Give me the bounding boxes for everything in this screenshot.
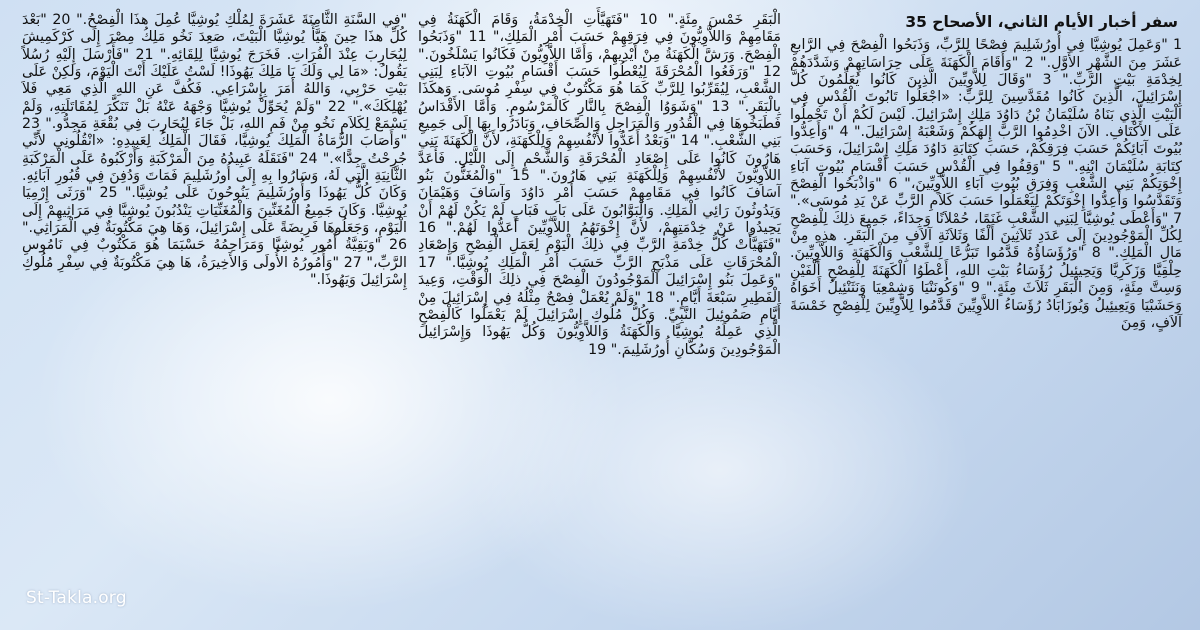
chapter-text-right: 1 "وَعَمِلَ يُوشِيَّا فِي أُورُشَلِيمَ فِصْحًا لِلرَّبِّ، وَذَبَحُوا الْفِصْحَ فِي الرَّابعِ عَشَرَ مِنَ الشَّهْرِ الأَوَّلِ." 2 "وَأَقَامَ الْكَهَنَةَ عَلَى حِرَاسَاتِهِمْ وَشَدَّدَهُمْ لِخِدْمَةِ بَيْتِ الرَّبِّ." 3 "وَقَالَ لِلاَّوِيِّينَ الَّذِينَ كَانُوا يُعَلِّمُونَ كُلَّ إِسْرَائِيلَ، الَّذِينَ كَانُوا مُقَدَّسِينَ لِلرَّبِّ: «اجْعَلُوا تَابُوتَ الْقُدْسِ فِي الْبَيْتِ الَّذِي بَنَاهُ سُلَيْمَانُ بْنُ دَاوُدَ مَلِكِ إِسْرَائِيلَ. لَيْسَ لَكُمْ أَنْ تَحْمِلُوا عَلَى الأَكْتَافِ. الآنَ اخْدِمُوا الرَّبَّ إِلهَكُمْ وَشَعْبَهُ إِسْرَائِيلَ." 4 "وَأَعِدُّوا بُيُوتَ آبَائِكُمْ حَسَبَ فِرَقِكُمْ، حَسَبَ كِتَابَةِ دَاوُدَ مَلِكِ إِسْرَائِيلَ، وَحَسَبَ كِتَابَةِ سُلَيْمَانَ ابْنِهِ." 5 "وَقِفُوا فِي الْقُدْسِ حَسَبَ أَقْسَامِ بُيُوتِ آبَاءِ إِخْوَتِكُمْ بَنِي الشَّعْبِ وَفِرَقِ بُيُوتِ آبَاءِ اللاَّوِيِّينَ،" 6 "وَاذْبَحُوا الْفِصْحَ وَتَقَدَّسُوا وَأَعِدُّوا إِخْوَتَكُمْ لِيَعْمَلُوا حَسَبَ كَلاَمِ الرَّبِّ عَنْ يَدِ مُوسَى»." 7 "وَأَعْطَى يُوشِيَّا لِبَنِي الشَّعْبِ غَنَمًا، حُمْلاَنًا وَجِدَاءً، جَمِيعَ ذلِكَ لِلْفِصْحِ لِكُلِّ الْمَوْجُودِينَ إِلَى عَدَدِ ثَلاَثِينَ أَلْفًا وَثَلاَثَةِ آلاَفٍ مِنَ الْبَقَرِ. هذِهِ مِنْ مَالِ الْمَلِكِ." 8 "وَرُؤَسَاؤُهُ قَدَّمُوا تَبَرُّعًا لِلشَّعْبِ وَالْكَهَنَةِ وَاللاَّوِيِّينَ. حِلْقِيَّا وَزَكَرِيَّا وَيَحِيئِيلُ رُؤَسَاءُ بَيْتِ اللهِ، أَعْطَوُا الْكَهَنَةَ لِلْفِصْحِ أَلْفَيْنِ وَسِتَّ مِئَةٍ، وَمِنَ الْبَقَرِ ثَلاَثَ مِئَةٍ." 9 "وَكُونَنْيَا وَشِمْعِيَا وَنَثَنْئِيلُ أَخَوَاهُ وَحَشَبْيَا وَيَعِيئِيلُ وَيُوزَابَادُ رُؤَسَاءُ اللاَّوِيِّينَ قَدَّمُوا لِلاَّوِيِّينَ لِلْفِصْحِ خَمْسَةَ آلاَفٍ، وَمِنَ [790,37,1183,331]
page-title: سفر أخبار الأيام الثاني، الأصحاح 35 [905,13,1178,31]
chapter-text-left: "فِي السَّنَةِ الثَّامِنَةَ عَشَرَةَ لِمُلْكِ يُوشِيَّا عُمِلَ هذَا الْفِصْحُ." 20 "بَعْدَ كُلِّ هذَا حِينَ هَيَّأَ يُوشِيَّا الْبَيْتَ، صَعِدَ نَخُو مَلِكُ مِصْرَ إِلَى كَرْكَمِيشَ لِيُحَارِبَ عِنْدَ الْفُرَاتِ. فَخَرَجَ يُوشِيَّا لِلِقَائِهِ." 21 "فَأَرْسَلَ إِلَيْهِ رُسُلاً يَقُولُ: «مَا لِي وَلَكَ يَا مَلِكَ يَهُوذَا! لَسْتُ عَلَيْكَ أَنْتَ الْيَوْمَ، وَلكِنْ عَلَى بَيْتِ حَرْبِي، وَاللهُ أَمَرَ بِإِسْرَاعِي. فَكُفَّ عَنِ اللهِ الَّذِي مَعِي فَلاَ يُهْلِكَكَ»." 22 "وَلَمْ يُحَوِّلْ يُوشِيَّا وَجْهَهُ عَنْهُ بَلْ تَنَكَّرَ لِمُقَاتَلَتِهِ، وَلَمْ يَسْمَعْ لِكَلاَمِ نَخُو مِنْ فَمِ اللهِ، بَلْ جَاءَ لِيُحَارِبَ فِي بُقْعَةِ مَجِدُّو." 23 "وَأَصَابَ الرُّمَاةُ الْمَلِكَ يُوشِيَّا، فَقَالَ الْمَلِكُ لِعَبِيدِهِ: «انْقُلُونِي لأَنِّي جُرِحْتُ جِدًّا»." 24 "فَنَقَلَهُ عَبِيدُهُ مِنَ الْمَرْكَبَةِ وَأَرْكَبُوهُ عَلَى الْمَرْكَبَةِ الثَّانِيَةِ الَّتِي لَهُ، وَسَارُوا بِهِ إِلَى أُورُشَلِيمَ فَمَاتَ وَدُفِنَ فِي قُبُورِ آبَائِهِ. وَكَانَ كُلُّ يَهُوذَا وَأُورُشَلِيمَ يَنُوحُونَ عَلَى يُوشِيَّا." 25 "وَرَثَى إِرْمِيَا يُوشِيَّا. وَكَانَ جَمِيعُ الْمُغَنِّينَ وَالْمُغَنِّيَاتِ يَنْدُبُونَ يُوشِيَّا فِي مَرَاثِيهِمْ إِلَى الْيَوْمِ، وَجَعَلُوهَا فَرِيضَةً عَلَى إِسْرَائِيلَ، وَهَا هِيَ مَكْتُوبَةٌ فِي الْمَرَاثِي." 26 "وَبَقِيَّةُ أُمُورِ يُوشِيَّا وَمَرَاحِمُهُ حَسْبَمَا هُوَ مَكْتُوبٌ فِي نَامُوسِ الرَّبِّ،" 27 "وَأُمُورُهُ الأُولَى وَالأَخِيرَةُ، هَا هِيَ مَكْتُوبَةٌ فِي سِفْرِ مُلُوكِ إِسْرَائِيلَ وَيَهُوذَا." [22,12,408,289]
site-watermark: St-Takla.org [26,588,127,608]
chapter-text-middle: الْبَقَرِ خَمْسَ مِئَةٍ." 10 "فَتَهَيَّأَتِ الْخِدْمَةُ، وَقَامَ الْكَهَنَةُ فِي مَقَامِهِمْ وَاللاَّوِيُّونَ فِي فِرَقِهِمْ حَسَبَ أَمْرِ الْمَلِكِ،" 11 "وَذَبَحُوا الْفِصْحَ. وَرَشَّ الْكَهَنَةُ مِنْ أَيْدِيهِمْ، وَأَمَّا اللاَّوِيُّونَ فَكَانُوا يَسْلَخُونَ." 12 "وَرَفَعُوا الْمُحْرَقَةَ لِيُعْطُوا حَسَبَ أَقْسَامِ بُيُوتِ الآبَاءِ لِبَنِي الشَّعْبِ، لِيُقَرِّبُوا لِلرَّبِّ كَمَا هُوَ مَكْتُوبٌ فِي سِفْرِ مُوسَى. وَهكَذَا بِالْبَقَرِ." 13 "وَشَوَوُا الْفِصْحَ بِالنَّارِ كَالْمَرْسُومِ. وَأَمَّا الأَقْدَاسُ فَطَبَخُوهَا فِي الْقُدُورِ وَالْمَرَاجِلِ وَالصِّحَافِ، وَبَادَرُوا بِهَا إِلَى جَمِيعِ بَنِي الشَّعْبِ." 14 "وَبَعْدُ أَعَدُّوا لأَنْفُسِهِمْ وَلِلْكَهَنَةِ، لأَنَّ الْكَهَنَةَ بَنِي هَارُونَ كَانُوا عَلَى إِصْعَادِ الْمُحْرَقَةِ وَالشَّحْمِ إِلَى اللَّيْلِ. فَأَعَدَّ اللاَّوِيُّونَ لأَنْفُسِهِمْ وَلِلْكَهَنَةِ بَنِي هَارُونَ." 15 "وَالْمُغَنُّونَ بَنُو آسَافَ كَانُوا فِي مَقَامِهِمْ حَسَبَ أَمْرِ دَاوُدَ وَآسَافَ وَهَيْمَانَ وَيَدُوثُونَ رَائِي الْمَلِكِ. وَالْبَوَّابُونَ عَلَى بَابٍ فَبَابٍ لَمْ يَكُنْ لَهُمْ أَنْ يَحِيدُوا عَنْ خِدْمَتِهِمْ، لأَنَّ إِخْوَتَهُمُ اللاَّوِيِّينَ أَعَدُّوا لَهُمْ." 16 "فَتَهَيَّأَتْ كُلُّ خِدْمَةِ الرَّبِّ فِي ذلِكَ الْيَوْمِ لِعَمَلِ الْفِصْحِ وَإِصْعَادِ الْمُحْرَقَاتِ عَلَى مَذْبَحِ الرَّبِّ حَسَبَ أَمْرِ الْمَلِكِ يُوشِيَّا." 17 "وَعَمِلَ بَنُو إِسْرَائِيلَ الْمَوْجُودُونَ الْفِصْحَ فِي ذلِكَ الْوَقْتِ، وَعِيدَ الْفَطِيرِ سَبْعَةَ أَيَّامٍ." 18 "وَلَمْ يُعْمَلْ فِصْحٌ مِثْلُهُ فِي إِسْرَائِيلَ مِنْ أَيَّامِ صَمُوئِيلَ النَّبِيِّ. وَكُلُّ مُلُوكِ إِسْرَائِيلَ لَمْ يَعْمَلُوا كَالْفِصْحِ الَّذِي عَمِلَهُ يُوشِيَّا وَالْكَهَنَةُ وَاللاَّوِيُّونَ وَكُلُّ يَهُوذَا وَإِسْرَائِيلَ الْمَوْجُودِينَ وَسُكَّانِ أُورُشَلِيمَ." 19 [418,12,781,358]
column-left [22,12,407,290]
column-middle [418,12,781,359]
column-right [790,14,1182,332]
